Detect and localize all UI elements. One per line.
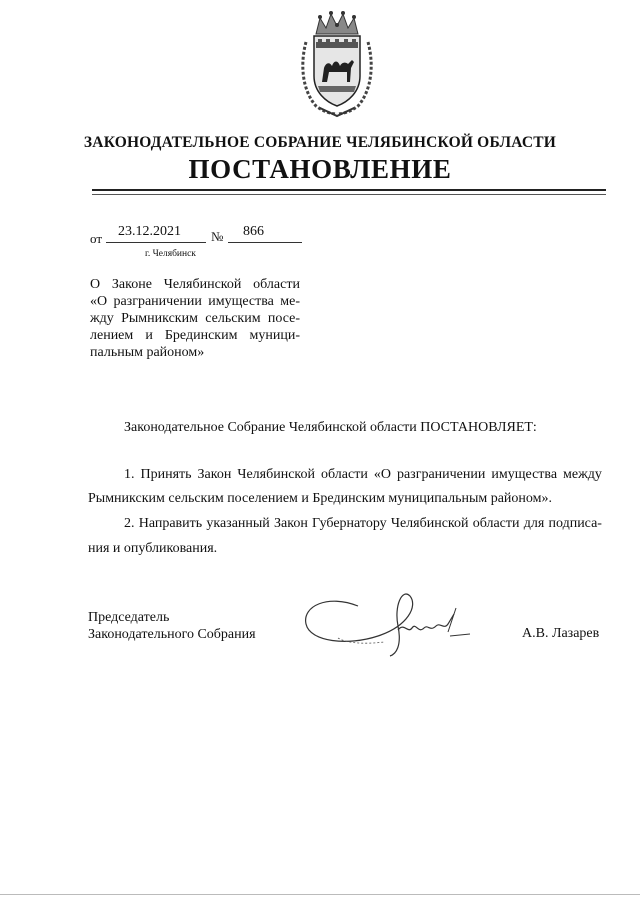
item-2-line-1: 2. Направить указанный Закон Губернатору Челябинской области для подписа- (124, 516, 602, 531)
number-underline (228, 242, 302, 243)
signatory-title (88, 609, 256, 643)
coat-of-arms-emblem (296, 8, 378, 118)
item-1-line-1: 1. Принять Закон Челябинской области «О разграничении имущества между (124, 467, 602, 482)
resolution-intro: Законодательное Собрание Челябинской области ПОСТАНОВЛЯЕТ: (124, 420, 537, 435)
date-underline (106, 242, 206, 243)
page-bottom-edge (0, 894, 640, 895)
header-divider (92, 189, 606, 191)
subject-line: «О разграничении имущества ме- (90, 294, 300, 309)
number-label: № (211, 229, 224, 244)
handwritten-signature (298, 586, 486, 662)
signatory-title-line-2: Законодательного Собрания (88, 627, 256, 642)
document-type-title: ПОСТАНОВЛЕНИЕ (188, 154, 452, 184)
city-label: г. Челябинск (145, 249, 196, 259)
organization-title: ЗАКОНОДАТЕЛЬНОЕ СОБРАНИЕ ЧЕЛЯБИНСКОЙ ОБЛАСТИ (83, 134, 557, 151)
date-prefix: от (90, 231, 103, 246)
signer-name: А.В. Лазарев (522, 626, 600, 641)
item-2-line-2: ния и опубликования. (88, 541, 218, 556)
document-date: 23.12.2021 (118, 224, 181, 239)
item-1-line-2: Рымникским сельским поселением и Брединским муниципальным районом». (88, 491, 553, 506)
subject-line: пальным районом» (90, 345, 205, 360)
document-number: 866 (243, 224, 264, 239)
subject-line: О Законе Челябинской области (90, 277, 300, 292)
header-divider-thin (92, 194, 606, 195)
signatory-title-line-1: Председатель (88, 610, 170, 625)
subject-line: лением и Брединским муници- (90, 328, 300, 343)
subject-line: жду Рымникским сельским посе- (90, 311, 300, 326)
document-subject (90, 276, 300, 361)
